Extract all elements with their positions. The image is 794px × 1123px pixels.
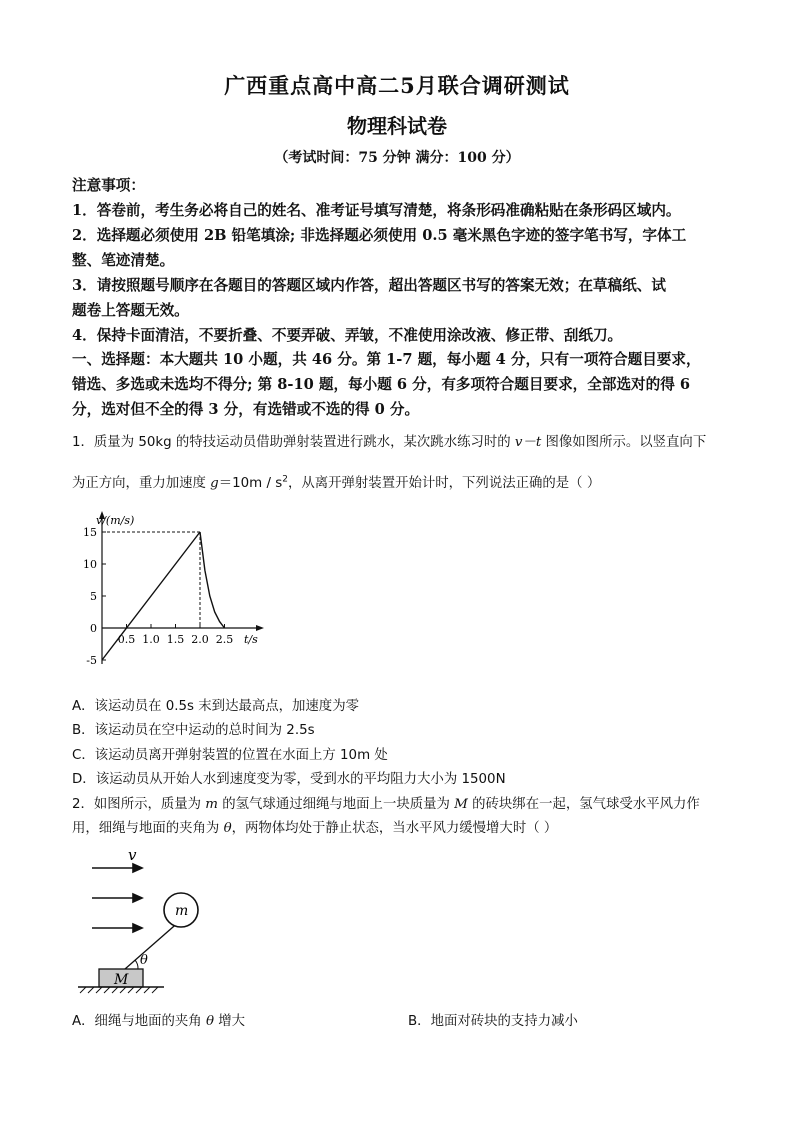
section-intro-line: 一、选择题：本大题共 10 小题，共 46 分。第 1-7 题，每小题 4 分，只有一项符合题目要求，	[72, 351, 701, 368]
exam-title: 广西重点高中高二5月联合调研测试	[224, 73, 570, 98]
vt-ticks	[83, 526, 233, 667]
q2-balloon-figure	[72, 846, 189, 996]
note-line: 4．保持卡面清洁，不要折叠、不要弄破、弄皱，不准使用涂改液、修正带、刮纸刀。	[72, 327, 623, 344]
q1-option-d: D．该运动员从开始人水到速度变为零，受到水的平均阻力大小为 1500N	[72, 772, 506, 787]
vt-guides	[102, 532, 200, 628]
q1-option-c: C．该运动员离开弹射装置的位置在水面上方 10m 处	[72, 748, 388, 763]
exam-info: （考试时间：75 分钟 满分：100 分）	[274, 150, 520, 166]
note-line: 3．请按照题号顺序在各题目的答题区域内作答，超出答题区书写的答案无效；在草稿纸、试	[72, 277, 666, 294]
angle-label: θ	[140, 953, 148, 968]
x-tick-label: 0.5	[117, 633, 136, 646]
section-intro-line: 分，选对但不全的得 3 分，有选错或不选的得 0 分。	[72, 401, 420, 418]
wind-label: v	[128, 846, 137, 864]
q2-option-b: B．地面对砖块的支持力减小	[408, 1014, 578, 1029]
angle-arc	[135, 960, 138, 969]
q2-option-a: A．细绳与地面的夹角 θ 增大	[72, 1014, 246, 1029]
exam-subtitle: 物理科试卷	[347, 114, 447, 138]
section-intro-line: 错选、多选或未选均不得分; 第 8-10 题，每小题 6 分，有多项符合题目要求，全部选对的得 6	[72, 376, 691, 393]
q1-vt-graph	[72, 505, 272, 680]
x-axis-label: t/s	[244, 633, 258, 646]
q1-option-b: B．该运动员在空中运动的总时间为 2.5s	[72, 723, 315, 738]
y-tick-label: 15	[83, 526, 97, 539]
wind-arrows	[92, 864, 142, 932]
y-tick-label: 10	[83, 558, 97, 571]
x-tick-label: 2.0	[191, 633, 209, 646]
y-axis-label: v/(m/s)	[96, 514, 135, 527]
x-tick-label: 2.5	[215, 633, 234, 646]
note-line: 1．答卷前，考生务必将自己的姓名、准考证号填写清楚，将条形码准确粘贴在条形码区域内。	[72, 202, 681, 219]
note-line: 2．选择题必须使用 2B 铅笔填涂; 非选择题必须使用 0.5 毫米黑色字迹的签字笔书写，字体工	[72, 227, 687, 244]
x-axis-arrow	[256, 625, 264, 631]
x-tick-label: 1.5	[166, 633, 185, 646]
brick-label: M	[114, 972, 129, 988]
q1-option-a: A．该运动员在 0.5s 末到达最高点，加速度为零	[72, 699, 359, 714]
y-tick-label: 5	[90, 590, 97, 603]
note-line: 整、笔迹清楚。	[72, 252, 175, 269]
q1-stem-line2: 为正方向，重力加速度 $g=10m / s^2$，从离开弹射装置开始计时，下列说法正确的是（ ）	[72, 474, 601, 491]
notes-heading: 注意事项：	[72, 177, 145, 194]
note-line: 题卷上答题无效。	[72, 302, 189, 319]
y-tick-label: 0	[90, 622, 97, 635]
q2-stem-line2: 用，细绳与地面的夹角为 θ，两物体均处于静止状态，当水平风力缓慢增大时（ ）	[72, 821, 558, 836]
x-tick-label: 1.0	[142, 633, 160, 646]
y-tick-label: -5	[86, 654, 97, 667]
balloon-label: m	[175, 903, 189, 919]
series-line-2	[200, 532, 225, 628]
q1-stem-line1: 1．质量为 50kg 的特技运动员借助弹射装置进行跳水，某次跳水练习时的 v－t 图像如图所示。以竖直向下	[72, 435, 707, 450]
q2-stem-line1: 2．如图所示，质量为 m 的氢气球通过细绳与地面上一块质量为 M 的砖块绑在一起，氢气球受水平风力作	[72, 797, 700, 812]
